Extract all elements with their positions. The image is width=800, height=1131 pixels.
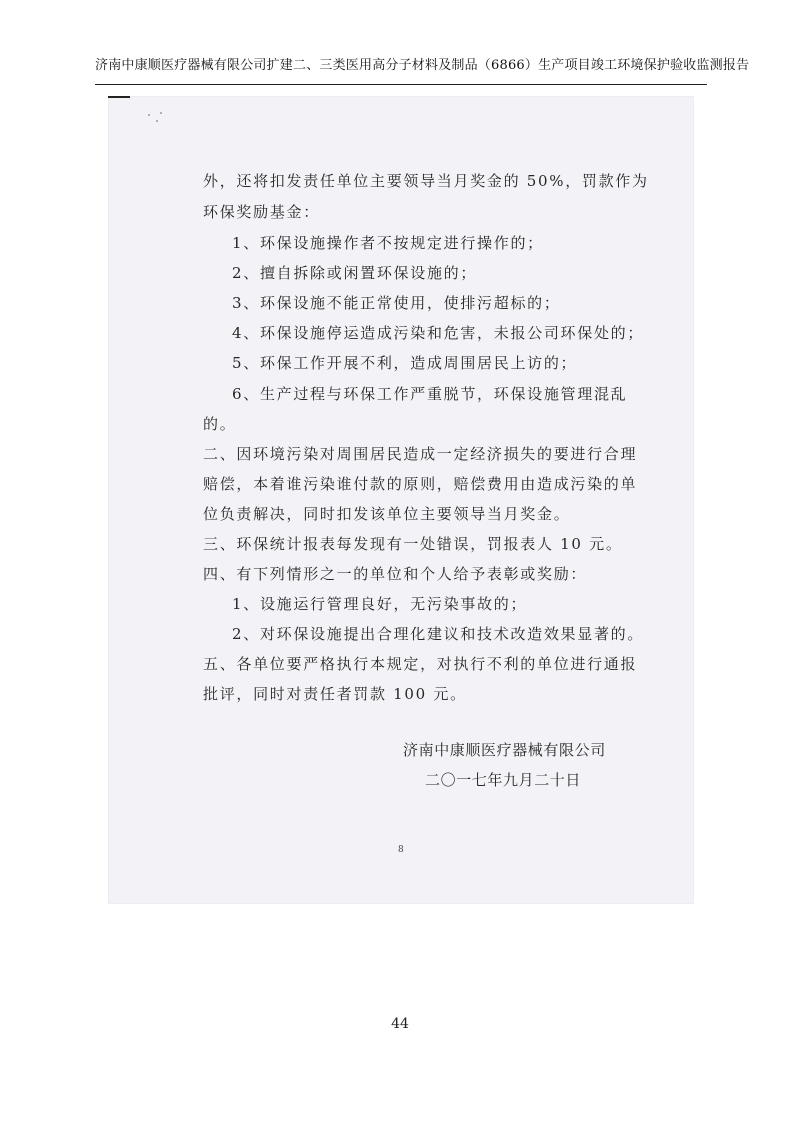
- scanned-page: [108, 96, 694, 904]
- body-line-17: 五、各单位要严格执行本规定，对执行不利的单位进行通报: [203, 655, 638, 673]
- body-line-1: 外，还将扣发责任单位主要领导当月奖金的 50%，罚款作为: [203, 172, 649, 190]
- signature-date: 二〇一七年九月二十日: [425, 771, 582, 789]
- report-header-title: 济南中康顺医疗器械有限公司扩建二、三类医用高分子材料及制品（6866）生产项目竣工环境保护验收监测报告: [95, 58, 750, 73]
- body-line-7: 5、环保工作开展不利，造成周围居民上访的；: [232, 354, 578, 372]
- body-line-10: 二、因环境污染对周围居民造成一定经济损失的要进行合理: [203, 445, 638, 463]
- page-number: 44: [391, 1016, 409, 1032]
- scanned-page-number: 8: [398, 845, 404, 855]
- scan-speck: [160, 112, 162, 114]
- body-line-8: 6、生产过程与环保工作严重脱节，环保设施管理混乱: [232, 385, 628, 403]
- scan-speck: [148, 114, 150, 116]
- body-line-2: 环保奖励基金：: [203, 203, 320, 221]
- signature-company: 济南中康顺医疗器械有限公司: [403, 741, 606, 759]
- body-line-9: 的。: [203, 415, 237, 433]
- body-line-4: 2、擅自拆除或闲置环保设施的；: [232, 264, 478, 282]
- body-line-13: 三、环保统计报表每发现有一处错误，罚报表人 10 元。: [203, 535, 623, 553]
- body-line-3: 1、环保设施操作者不按规定进行操作的；: [232, 234, 544, 252]
- body-line-12: 位负责解决，同时扣发该单位主要领导当月奖金。: [203, 505, 571, 523]
- body-line-14: 四、有下列情形之一的单位和个人给予表彰或奖励：: [203, 565, 588, 583]
- body-line-18: 批评，同时对责任者罚款 100 元。: [203, 685, 467, 703]
- body-line-6: 4、环保设施停运造成污染和危害，未报公司环保处的；: [232, 324, 645, 342]
- header-divider: [95, 84, 707, 85]
- scan-speck: [156, 120, 158, 122]
- scan-edge-mark: [108, 96, 130, 98]
- body-line-15: 1、设施运行管理良好，无污染事故的；: [232, 595, 528, 613]
- body-line-16: 2、对环保设施提出合理化建议和技术改造效果显著的。: [232, 625, 645, 643]
- body-line-11: 赔偿，本着谁污染谁付款的原则，赔偿费用由造成污染的单: [203, 475, 638, 493]
- body-line-5: 3、环保设施不能正常使用，使排污超标的；: [232, 294, 561, 312]
